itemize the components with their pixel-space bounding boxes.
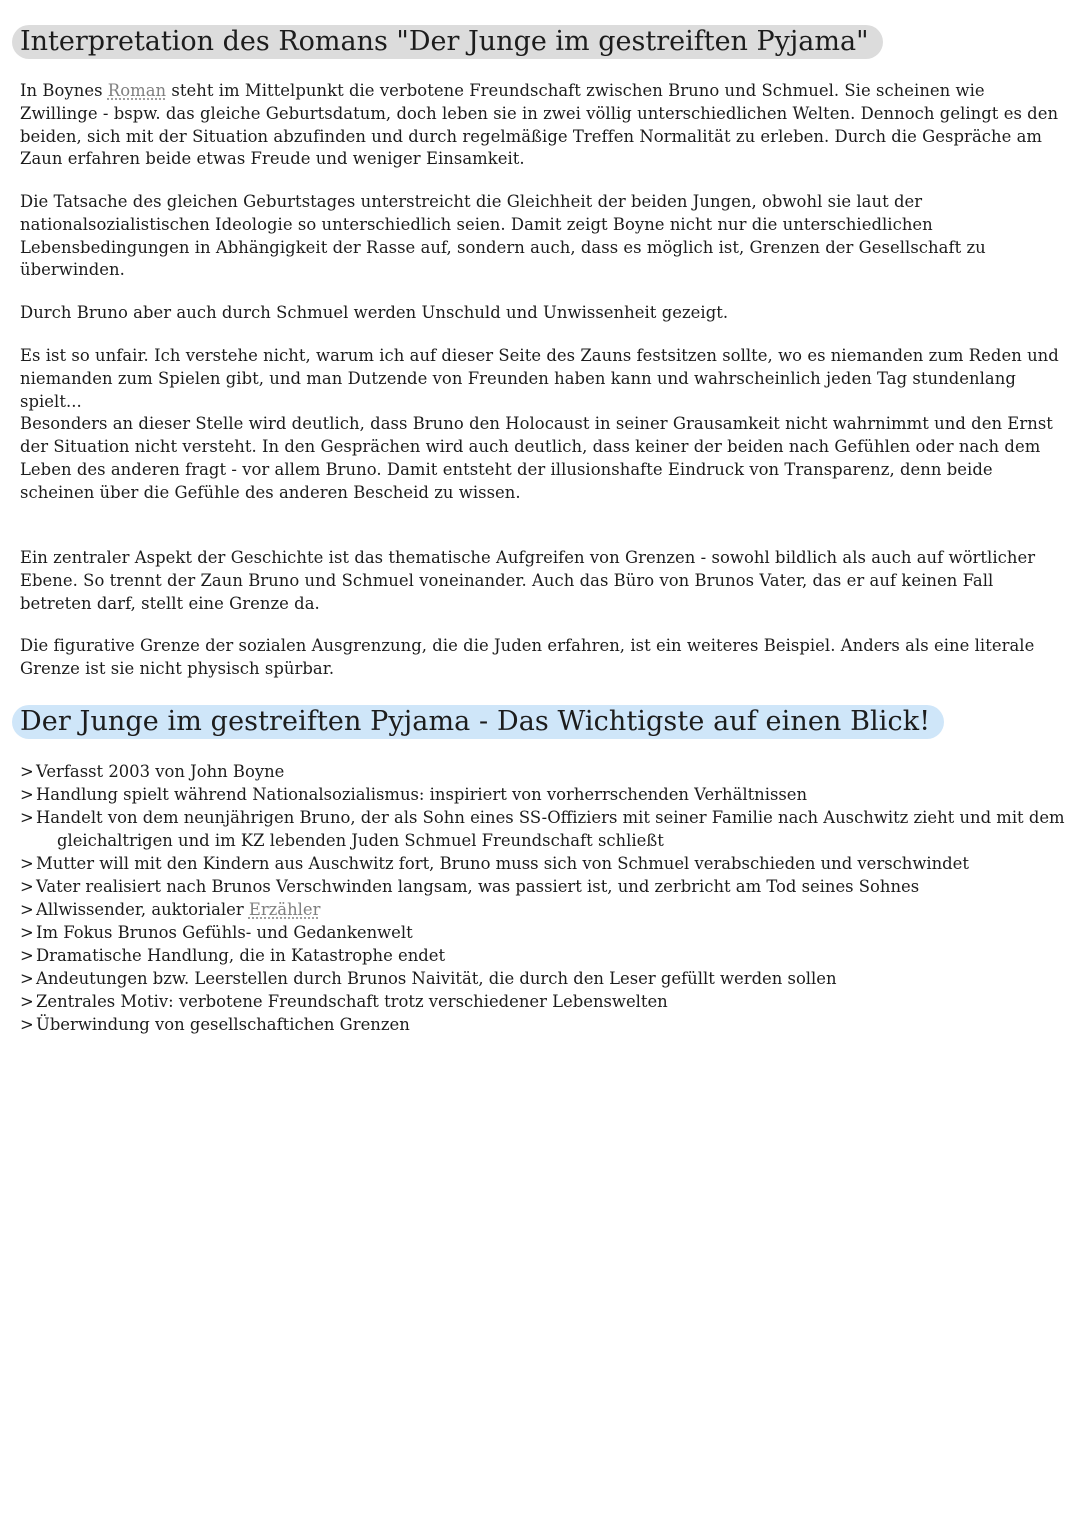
narrator-prefix: Allwissender, auktorialer [36,900,249,919]
quote-text: Es ist so unfair. Ich verstehe nicht, warum ich auf dieser Seite des Zauns festsitzen sollte, wo es niemanden zum Reden und niemanden zum Spielen gibt, und man Dutzende von Freunden haben kann und wahrscheinlich jeden Tag stundenlang spielt... [20,346,1059,411]
roman-link[interactable]: Roman [107,81,167,100]
list-item: > Handelt von dem neunjährigen Bruno, der als Sohn eines SS-Offiziers mit seiner Familie nach Auschwitz zieht und mit dem gleichaltrigen und im KZ lebenden Juden Schmuel Freundschaft schließt [20,808,1065,850]
erzaehler-link[interactable]: Erzähler [248,900,321,919]
list-item: > Dramatische Handlung, die in Katastrophe endet [20,946,446,965]
list-item: > Überwindung von gesellschaftichen Grenzen [20,1015,410,1034]
bullet-marker: > [20,1015,34,1034]
list-item: > Andeutungen bzw. Leerstellen durch Brunos Naivität, die durch den Leser gefüllt werden sollen [20,969,837,988]
summary-list [20,760,1065,1036]
bullet-marker: > [20,900,34,919]
paragraph-innocence: Durch Bruno aber auch durch Schmuel werden Unschuld und Unwissenheit gezeigt. [20,303,729,322]
bullet-marker: > [20,854,34,873]
quote-analysis-text: Besonders an dieser Stelle wird deutlich, dass Bruno den Holocaust in seiner Grausamkeit nicht wahrnimmt und den Ernst der Situation nicht versteht. In den Gesprächen wird auch deutlich, dass keiner der beiden nach Gefühlen oder nach dem Leben des anderen fragt - vor allem Bruno. Damit entsteht der illusionshafte Eindruck von Transparenz, denn beide scheinen über die Gefühle des anderen Bescheid zu wissen. [20,414,1053,502]
bullet-marker: > [20,946,34,965]
bullet-marker: > [20,992,34,1011]
section-title-summary: Der Junge im gestreiften Pyjama - Das Wichtigste auf einen Blick! [12,705,944,739]
bullet-marker: > [20,969,34,988]
bullet-marker: > [20,808,34,827]
paragraph-intro-prefix: In Boynes [20,81,108,100]
paragraph-birthday: Die Tatsache des gleichen Geburtstages unterstreicht die Gleichheit der beiden Jungen, obwohl sie laut der nationalsozialistischen Ideologie so unterschiedlich seien. Damit zeigt Boyne nicht nur die unterschiedlichen Lebensbedingungen in Abhängigkeit der Rasse auf, sondern auch, dass es möglich ist, Grenzen der Gesellschaft zu überwinden. [20,192,986,280]
paragraph-intro-suffix: steht im Mittelpunkt die verbotene Freundschaft zwischen Bruno und Schmuel. Sie scheinen wie Zwillinge - bspw. das gleiche Geburtsdatum, doch leben sie in zwei völlig unterschiedlichen Welten. Dennoch gelingt es den beiden, sich mit der Situation abzufinden und durch regelmäßige Treffen Normalität zu erleben. Durch die Gespräche am Zaun erfahren beide etwas Freude und weniger Einsamkeit. [20,81,1059,169]
bullet-marker: > [20,762,34,781]
list-item: > Handlung spielt während Nationalsozialismus: inspiriert von vorherrschenden Verhältnissen [20,785,808,804]
paragraph-intro [20,80,1065,171]
paragraph-quote-analysis [20,345,1065,505]
list-item: > Vater realisiert nach Brunos Verschwinden langsam, was passiert ist, und zerbricht am Tod seines Sohnes [20,877,920,896]
paragraph-borders: Ein zentraler Aspekt der Geschichte ist das thematische Aufgreifen von Grenzen - sowohl bildlich als auch auf wörtlicher Ebene. So trennt der Zaun Bruno und Schmuel voneinander. Auch das Büro von Brunos Vater, das er auf keinen Fall betreten darf, stellt eine Grenze da. [20,548,1036,613]
list-item: > Im Fokus Brunos Gefühls- und Gedankenwelt [20,923,413,942]
list-item: > Zentrales Motiv: verbotene Freundschaft trotz verschiedener Lebenswelten [20,992,668,1011]
bullet-marker: > [20,785,34,804]
list-item [20,898,1065,921]
bullet-marker: > [20,923,34,942]
section-title-interpretation: Interpretation des Romans "Der Junge im gestreiften Pyjama" [12,25,883,59]
list-item: > Verfasst 2003 von John Boyne [20,762,285,781]
list-item: > Mutter will mit den Kindern aus Auschwitz fort, Bruno muss sich von Schmuel verabschieden und verschwindet [20,854,969,873]
bullet-marker: > [20,877,34,896]
paragraph-figurative-border: Die figurative Grenze der sozialen Ausgrenzung, die die Juden erfahren, ist ein weiteres Beispiel. Anders als eine literale Grenze ist sie nicht physisch spürbar. [20,636,1035,678]
